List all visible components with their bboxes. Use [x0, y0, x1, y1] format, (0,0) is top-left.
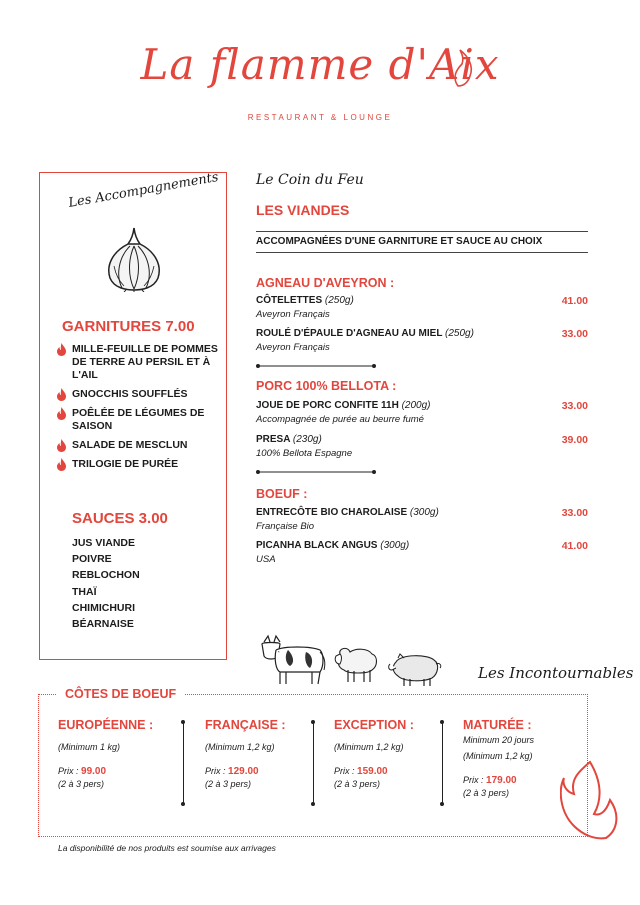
cote-price-line: [58, 766, 153, 777]
divider-dot: [311, 802, 315, 806]
flame-outline-icon: [560, 760, 620, 842]
cote-minimum: (Minimum 1 kg): [58, 742, 121, 752]
cote-name: MATURÉE :: [463, 718, 532, 732]
cote-maturee: [463, 718, 534, 798]
cote-persons: (2 à 3 pers): [463, 788, 510, 798]
cote-name: FRANÇAISE :: [205, 718, 286, 732]
dish-name: JOUE DE PORC CONFITE 11H: [256, 400, 399, 411]
list-item: [56, 439, 224, 452]
menu-item: [256, 400, 588, 425]
price-label: Prix :: [463, 775, 487, 785]
garnitures-title: GARNITURES 7.00: [62, 318, 195, 335]
cote-exception: [334, 718, 414, 789]
dish-description: Aveyron Français: [256, 342, 330, 353]
cote-price: 159.00: [357, 766, 388, 777]
menu-item: [256, 540, 588, 565]
cote-persons: (2 à 3 pers): [334, 779, 381, 789]
dish-description: USA: [256, 554, 276, 565]
menu-item: [256, 434, 588, 459]
list-item: BÉARNAISE: [72, 618, 134, 631]
dish-description: Aveyron Français: [256, 309, 330, 320]
list-item: THAÏ: [72, 585, 97, 598]
dish-weight: (250g): [445, 328, 474, 339]
sheep-icon: [335, 648, 376, 682]
cote-aging: Minimum 20 jours: [463, 735, 535, 745]
divider: [256, 252, 588, 253]
list-item: [56, 388, 224, 401]
section-separator: [256, 364, 376, 368]
dish-name: PICANHA BLACK ANGUS: [256, 540, 378, 551]
flame-bullet-icon: [56, 439, 67, 452]
divider-dot: [311, 720, 315, 724]
cote-minimum: (Minimum 1,2 kg): [205, 742, 275, 752]
cote-persons: (2 à 3 pers): [205, 779, 252, 789]
flame-bullet-icon: [56, 458, 67, 471]
cote-name: EXCEPTION :: [334, 718, 414, 732]
dish-price: 41.00: [561, 295, 588, 307]
sauces-list: [72, 535, 140, 632]
dish-description: Accompagnée de purée au beurre fumé: [256, 414, 424, 425]
cote-price: 179.00: [486, 775, 517, 786]
dish-name: CÔTELETTES: [256, 295, 323, 306]
meats-subtitle: ACCOMPAGNÉES D'UNE GARNITURE ET SAUCE AU CHOIX: [256, 236, 543, 247]
dish-price: 33.00: [561, 400, 588, 412]
cote-minimum: (Minimum 1,2 kg): [463, 751, 533, 761]
list-item: [56, 458, 224, 471]
list-item: [56, 407, 224, 433]
sauces-title: SAUCES 3.00: [72, 510, 168, 527]
dish-description: 100% Bellota Espagne: [256, 448, 353, 459]
dish-weight: (300g): [380, 540, 410, 551]
cote-price: 129.00: [228, 766, 259, 777]
flame-bullet-icon: [56, 407, 67, 420]
cote-europeenne: [58, 718, 153, 789]
cote-persons: (2 à 3 pers): [58, 779, 105, 789]
cote-price-line: [463, 775, 534, 786]
meats-title: LES VIANDES: [256, 202, 350, 218]
porc-title: PORC 100% BELLOTA :: [256, 379, 397, 393]
cote-minimum: (Minimum 1,2 kg): [334, 742, 404, 752]
cote-price: 99.00: [81, 766, 107, 777]
flame-bullet-icon: [56, 343, 67, 356]
menu-item: [256, 507, 588, 532]
dish-price: 33.00: [561, 507, 588, 519]
garnitures-list: [56, 343, 224, 477]
flame-bullet-icon: [56, 388, 67, 401]
dish-price: 33.00: [561, 328, 588, 340]
menu-item: [256, 328, 588, 353]
tagline: RESTAURANT & LOUNGE: [247, 113, 393, 122]
dish-price: 41.00: [561, 540, 588, 552]
divider-dot: [181, 720, 185, 724]
agneau-title: AGNEAU D'AVEYRON :: [256, 276, 395, 290]
meats-script-title: Le Coin du Feu: [256, 172, 364, 188]
garniture-label: SALADE DE MESCLUN: [72, 439, 188, 451]
pig-icon: [389, 654, 441, 686]
dish-price: 39.00: [561, 434, 588, 446]
column-divider: [313, 722, 314, 804]
list-item: POIVRE: [72, 553, 112, 566]
price-label: Prix :: [205, 766, 229, 776]
dish-name: PRESA: [256, 434, 291, 445]
dish-weight: (230g): [292, 434, 322, 445]
dish-name: ROULÉ D'ÉPAULE D'AGNEAU AU MIEL: [256, 328, 443, 339]
boeuf-title: BOEUF :: [256, 487, 308, 501]
availability-footnote: La disponibilité de nos produits est soumise aux arrivages: [58, 843, 276, 853]
menu-item: [256, 295, 588, 320]
dish-name: ENTRECÔTE BIO CHAROLAISE: [256, 507, 408, 518]
list-item: CHIMICHURI: [72, 601, 135, 614]
dish-description: Française Bio: [256, 521, 315, 532]
garniture-label: TRILOGIE DE PURÉE: [72, 458, 179, 470]
cote-price-line: [334, 766, 414, 777]
dish-weight: (300g): [409, 507, 439, 518]
list-item: JUS VIANDE: [72, 537, 136, 549]
divider-dot: [440, 802, 444, 806]
price-label: Prix :: [58, 766, 82, 776]
list-item: REBLOCHON: [72, 569, 140, 582]
flame-logo-icon: [450, 48, 476, 88]
garniture-label: GNOCCHIS SOUFFLÉS: [72, 388, 188, 400]
divider-dot: [440, 720, 444, 724]
cote-price-line: [205, 766, 286, 777]
restaurant-logo: La flamme d'Aix: [140, 40, 500, 89]
cote-francaise: [205, 718, 286, 789]
garlic-icon: [104, 226, 164, 292]
animals-illustration: [254, 632, 444, 688]
divider: [256, 231, 588, 232]
list-item: [56, 343, 224, 382]
cote-name: EUROPÉENNE :: [58, 718, 154, 732]
cotes-de-boeuf-title: CÔTES DE BOEUF: [57, 687, 184, 701]
garniture-label: MILLE-FEUILLE DE POMMES DE TERRE AU PERSIL ET À L'AIL: [72, 343, 218, 381]
section-separator: [256, 470, 376, 474]
price-label: Prix :: [334, 766, 358, 776]
dish-weight: (200g): [401, 400, 431, 411]
column-divider: [442, 722, 443, 804]
incontournables-script-title: Les Incontournables: [478, 664, 634, 682]
divider-dot: [181, 802, 185, 806]
garniture-label: POÊLÉE DE LÉGUMES DE SAISON: [72, 407, 205, 432]
accompaniments-script-title: Les Accompagnements: [67, 169, 220, 211]
cow-icon: [262, 636, 325, 684]
dish-weight: (250g): [324, 295, 354, 306]
column-divider: [183, 722, 184, 804]
